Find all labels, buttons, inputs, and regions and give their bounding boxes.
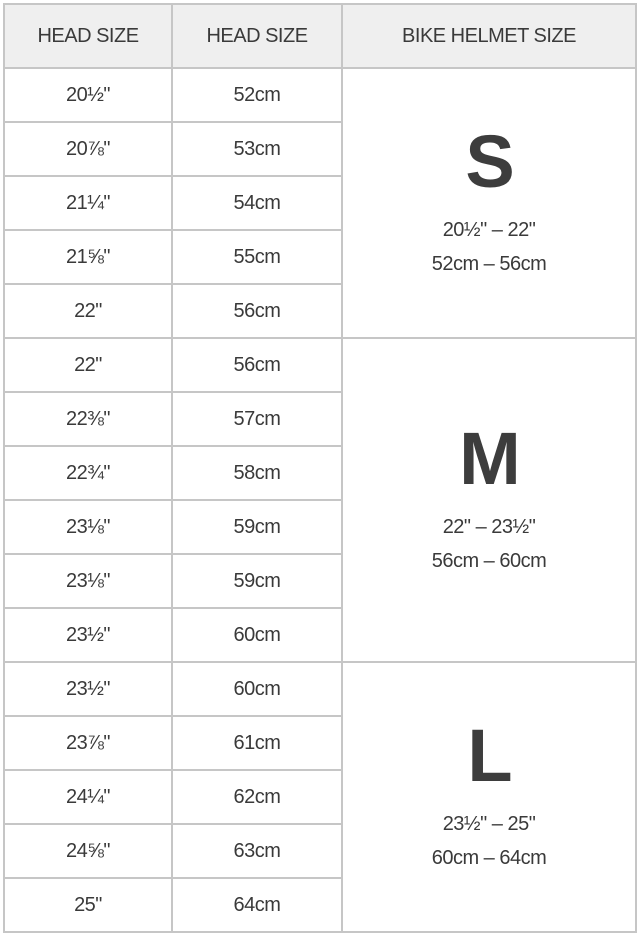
- head-size-inches-cell: 25": [4, 878, 172, 932]
- head-size-cm-cell: 63cm: [172, 824, 342, 878]
- head-size-cm-header: HEAD SIZE: [172, 4, 342, 68]
- helmet-size-letter: L: [467, 714, 511, 797]
- head-size-inches-cell: 23½": [4, 608, 172, 662]
- head-size-cm-cell: 56cm: [172, 338, 342, 392]
- head-size-inches-cell: 23⅞": [4, 716, 172, 770]
- size-table: [3, 3, 637, 933]
- helmet-size-range-cm: 60cm – 64cm: [431, 847, 547, 869]
- helmet-size-range-cm: 56cm – 60cm: [431, 550, 547, 572]
- helmet-size-group-s: [342, 68, 636, 338]
- head-size-cm-cell: 61cm: [172, 716, 342, 770]
- head-size-inches-cell: 22⅜": [4, 392, 172, 446]
- head-size-inches-cell: 20½": [4, 68, 172, 122]
- helmet-size-range-inches: 22" – 23½": [442, 516, 536, 538]
- helmet-size-group-m: [342, 338, 636, 662]
- helmet-size-range-cm: 52cm – 56cm: [431, 253, 547, 275]
- head-size-cm-cell: 60cm: [172, 662, 342, 716]
- helmet-size-letter: S: [465, 120, 513, 203]
- head-size-inches-cell: 21¼": [4, 176, 172, 230]
- bike-helmet-size-header: BIKE HELMET SIZE: [342, 4, 636, 68]
- header-row: [4, 4, 636, 68]
- head-size-cm-cell: 62cm: [172, 770, 342, 824]
- head-size-inches-cell: 21⅝": [4, 230, 172, 284]
- helmet-size-group-l: [342, 662, 636, 932]
- table-row: [4, 662, 636, 716]
- head-size-inches-cell: 22": [4, 284, 172, 338]
- head-size-cm-cell: 59cm: [172, 554, 342, 608]
- table-row: [4, 68, 636, 122]
- helmet-size-letter: M: [459, 417, 519, 500]
- head-size-cm-cell: 57cm: [172, 392, 342, 446]
- head-size-inches-cell: 22": [4, 338, 172, 392]
- head-size-inches-cell: 24¼": [4, 770, 172, 824]
- head-size-inches-cell: 23½": [4, 662, 172, 716]
- head-size-inches-cell: 22¾": [4, 446, 172, 500]
- head-size-inches-header: HEAD SIZE: [4, 4, 172, 68]
- head-size-inches-cell: 23⅛": [4, 500, 172, 554]
- head-size-cm-cell: 56cm: [172, 284, 342, 338]
- head-size-cm-cell: 60cm: [172, 608, 342, 662]
- table-row: [4, 338, 636, 392]
- head-size-cm-cell: 52cm: [172, 68, 342, 122]
- head-size-cm-cell: 58cm: [172, 446, 342, 500]
- head-size-inches-cell: 20⅞": [4, 122, 172, 176]
- head-size-inches-cell: 24⅝": [4, 824, 172, 878]
- head-size-cm-cell: 64cm: [172, 878, 342, 932]
- helmet-size-range-inches: 20½" – 22": [442, 219, 536, 241]
- helmet-size-range-inches: 23½" – 25": [442, 813, 536, 835]
- table-body: [4, 68, 636, 932]
- head-size-inches-cell: 23⅛": [4, 554, 172, 608]
- head-size-cm-cell: 54cm: [172, 176, 342, 230]
- head-size-cm-cell: 53cm: [172, 122, 342, 176]
- head-size-cm-cell: 59cm: [172, 500, 342, 554]
- head-size-cm-cell: 55cm: [172, 230, 342, 284]
